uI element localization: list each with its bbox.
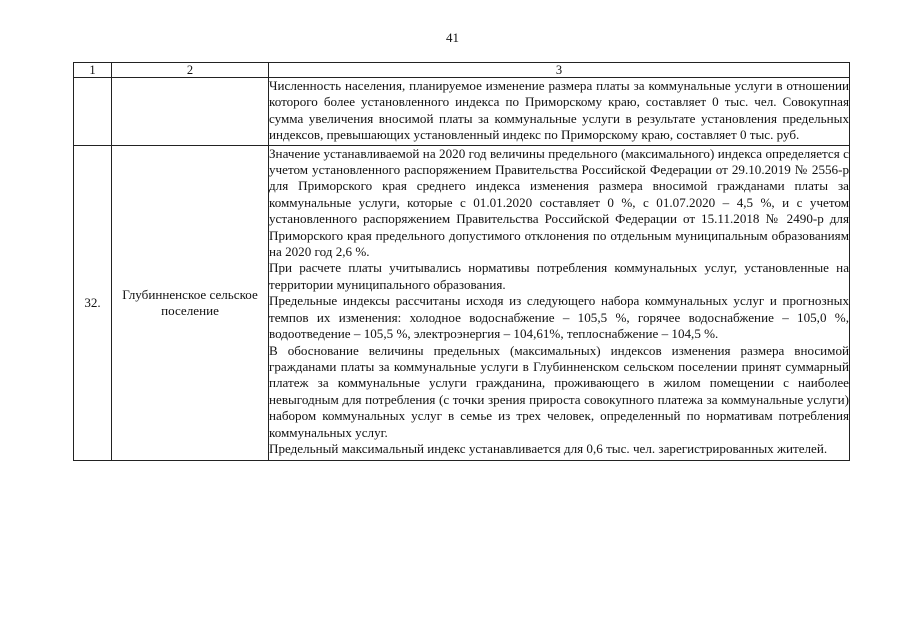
description-cell: [269, 145, 850, 461]
description-paragraph: Предельный максимальный индекс устанавливается для 0,6 тыс. чел. зарегистрированных жителей.: [269, 440, 828, 456]
column-header-1: 1: [74, 63, 112, 78]
municipality-name-cell: [112, 78, 269, 146]
page-number: 41: [446, 30, 459, 45]
column-header-2: 2: [112, 63, 269, 78]
document-table: [73, 62, 850, 461]
table-header-row: [74, 63, 850, 78]
description-paragraph: Предельные индексы рассчитаны исходя из следующего набора коммунальных услуг и прогнозных темпов их изменения: холодное водоснабжение – 105,5 %, горячее водоснабжение – 105,0 %, водоотведение – 105,5 %, электроэнергия – 104,61%, теплоснабжение – 104,5 %.: [269, 293, 849, 342]
table-row: [74, 145, 850, 461]
column-header-3: 3: [269, 63, 850, 78]
row-number-cell: 32.: [74, 145, 112, 461]
table-row: [74, 78, 850, 146]
description-cell: [269, 78, 850, 146]
description-paragraph: Численность населения, планируемое изменение размера платы за коммунальные услуги в отношении которого более установленного индекса по Приморскому краю, составляет 0 тыс. чел. Совокупная сумма увеличения вносимой платы за коммунальные услуги в результате установления предельных индексов, превышающих установленный индекс по Приморскому краю, составляет 0 тыс. руб.: [269, 78, 849, 143]
municipality-name-cell: Глубинненское сельское поселение: [112, 145, 269, 461]
description-paragraph: Значение устанавливаемой на 2020 год величины предельного (максимального) индекса определяется с учетом установленного распоряжением Правительства Российской Федерации от 29.10.2019 № 2556-р для Приморского края среднего индекса изменения размера вносимой гражданами платы за коммунальные услуги, которые с 01.01.2020 составляет 0 %, с 01.07.2020 – 4,5 %, и с учетом установленного распоряжением Правительства Российской Федерации от 15.11.2018 № 2490-р для Приморского края предельного допустимого отклонения по отдельным муниципальным образованиям на 2020 год 2,6 %.: [269, 145, 849, 260]
description-paragraph: В обоснование величины предельных (максимальных) индексов изменения размера вносимой гражданами платы за коммунальные услуги в Глубинненском сельском поселении принят суммарный платеж за коммунальные услуги гражданина, проживающего в жилом помещении с наиболее невыгодным для потребления (с точки зрения прироста совокупного платежа за коммунальные услуги) набором коммунальных услуг в семье из трех человек, определенный по нормативам потребления коммунальных услуг.: [269, 342, 849, 440]
row-number-cell: [74, 78, 112, 146]
description-paragraph: При расчете платы учитывались нормативы потребления коммунальных услуг, установленные на территории муниципального образования.: [269, 260, 849, 292]
